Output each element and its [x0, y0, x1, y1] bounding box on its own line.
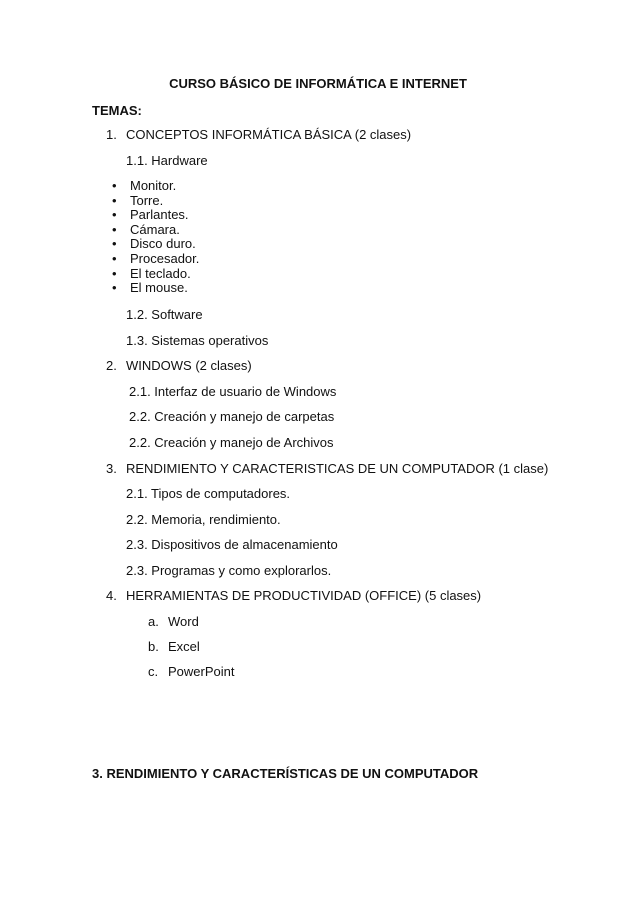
section-3-sub-4: 2.3. Programas y como explorarlos.	[126, 563, 332, 578]
section-4-heading	[106, 588, 481, 603]
section-2-sub-1: 2.1. Interfaz de usuario de Windows	[129, 384, 337, 399]
section-4-sub-word	[148, 614, 199, 629]
subsection-software: 1.2. Software	[126, 307, 203, 322]
list-letter: b.	[148, 639, 159, 654]
list-item	[112, 280, 188, 295]
section-3-sub-1: 2.1. Tipos de computadores.	[126, 486, 291, 501]
section-4-number: 4.	[106, 588, 117, 603]
list-letter: c.	[148, 664, 159, 679]
list-item-text: Parlantes.	[130, 207, 189, 223]
list-item	[112, 236, 196, 251]
section-4-text: HERRAMIENTAS DE PRODUCTIVIDAD (OFFICE) (5 clases)	[126, 588, 482, 603]
list-item-text: PowerPoint	[168, 664, 235, 679]
bullet-icon: •	[112, 192, 117, 208]
list-item-text: Word	[168, 614, 199, 629]
list-item	[112, 193, 163, 208]
list-item-text: Procesador.	[130, 251, 200, 266]
bullet-icon: •	[112, 178, 117, 193]
section-2-number: 2.	[106, 358, 117, 373]
section-3-sub-2: 2.2. Memoria, rendimiento.	[126, 512, 281, 527]
document-title: CURSO BÁSICO DE INFORMÁTICA E INTERNET	[169, 76, 467, 91]
list-item	[112, 178, 176, 193]
list-item-text: Torre.	[130, 192, 164, 208]
bullet-icon: •	[112, 280, 117, 296]
section-1-number: 1.	[106, 127, 117, 142]
bullet-icon: •	[112, 221, 117, 237]
list-item	[112, 251, 199, 266]
list-item-text: El teclado.	[130, 265, 191, 281]
bullet-icon: •	[112, 265, 117, 281]
list-item-text: El mouse.	[130, 280, 188, 296]
section-3-text: RENDIMIENTO Y CARACTERISTICAS DE UN COMPUTADOR (1 clase)	[126, 461, 549, 476]
list-item-text: Excel	[168, 639, 200, 654]
bullet-icon: •	[112, 207, 117, 223]
list-letter: a.	[148, 614, 159, 629]
list-item-text: Cámara.	[130, 221, 180, 237]
list-item-text: Disco duro.	[130, 236, 196, 252]
list-item	[112, 207, 189, 222]
list-item-text: Monitor.	[130, 178, 177, 193]
bullet-icon: •	[112, 236, 117, 252]
section-2-text: WINDOWS (2 clases)	[126, 358, 252, 373]
section-2-sub-3: 2.2. Creación y manejo de Archivos	[129, 435, 334, 450]
footer-section-heading: 3. RENDIMIENTO Y CARACTERÍSTICAS DE UN COMPUTADOR	[92, 766, 479, 781]
section-3-heading	[106, 461, 548, 476]
bullet-icon: •	[112, 251, 117, 266]
section-2-sub-2: 2.2. Creación y manejo de carpetas	[129, 409, 335, 424]
subsection-hardware: 1.1. Hardware	[126, 153, 208, 168]
subsection-sistemas-operativos: 1.3. Sistemas operativos	[126, 333, 269, 348]
list-item	[112, 222, 180, 237]
section-4-sub-powerpoint	[148, 664, 234, 679]
section-1-heading	[106, 127, 411, 142]
temas-label: TEMAS:	[92, 103, 142, 118]
section-1-text: CONCEPTOS INFORMÁTICA BÁSICA (2 clases)	[126, 127, 412, 142]
section-3-sub-3: 2.3. Dispositivos de almacenamiento	[126, 537, 338, 552]
section-4-sub-excel	[148, 639, 200, 654]
section-3-number: 3.	[106, 461, 117, 476]
list-item	[112, 266, 191, 281]
section-2-heading	[106, 358, 252, 373]
